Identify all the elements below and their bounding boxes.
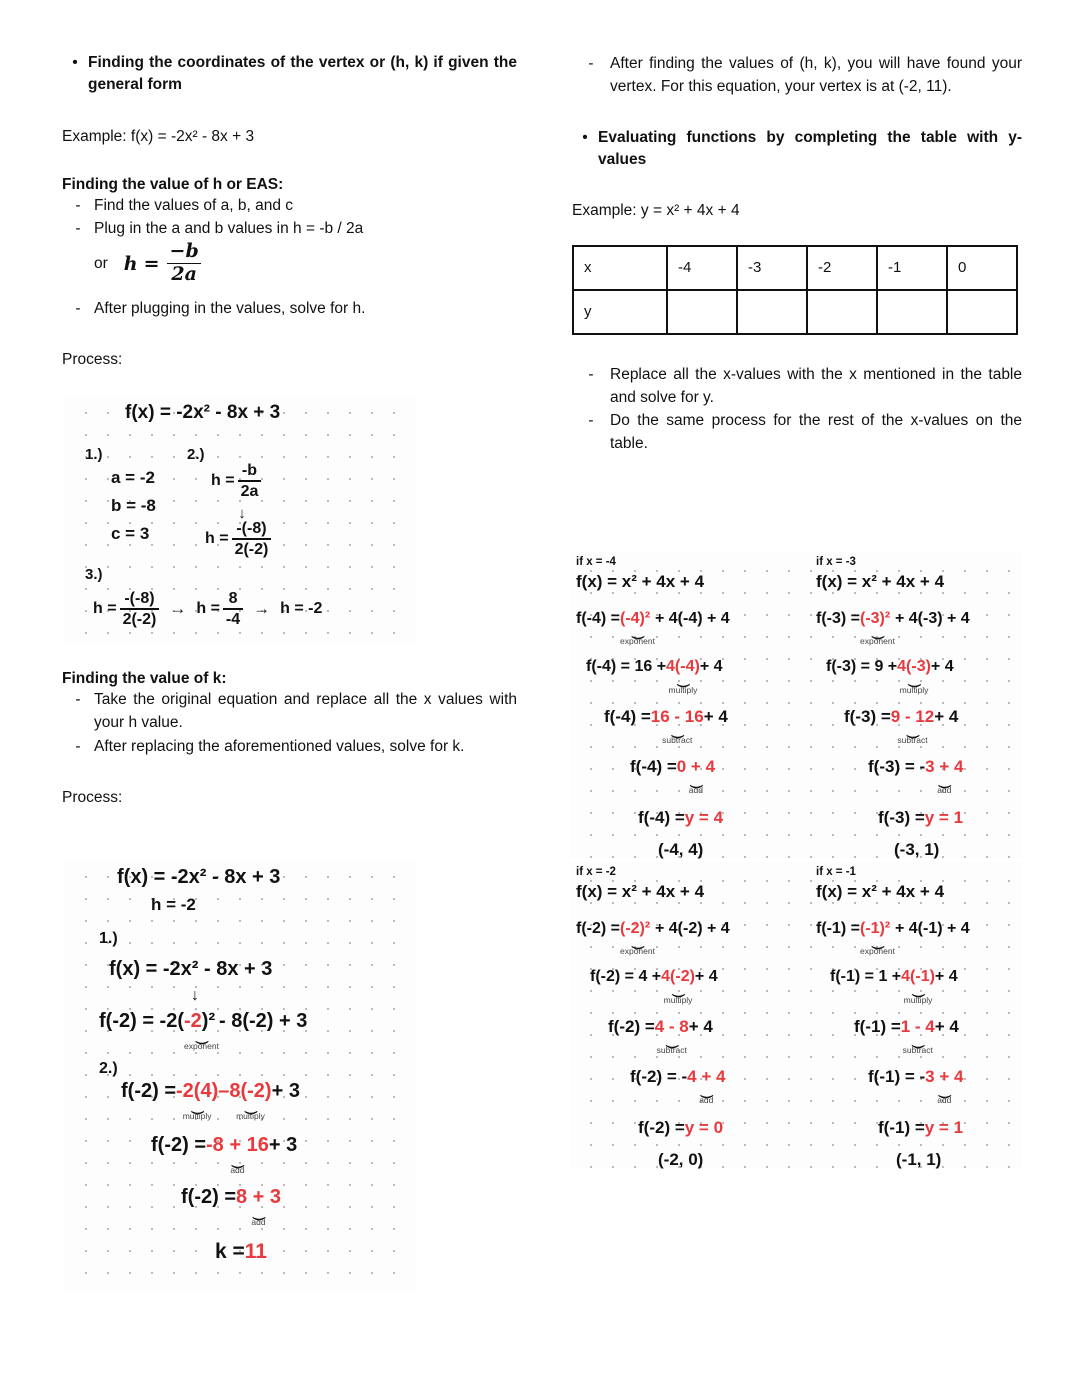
eval-l1-caption: exponent xyxy=(620,946,655,957)
eval-base-equation: f(x) = x² + 4x + 4 xyxy=(816,572,945,591)
k-line4-caption: add xyxy=(230,1165,245,1176)
eval-l4-prefix: f(-4) = xyxy=(630,757,677,777)
h-steps-list-2 xyxy=(62,297,517,320)
h-step1-label: 1.) xyxy=(85,446,103,463)
eval-l5-red: y = 4 xyxy=(684,807,724,827)
k-line-1: f(x) = -2x² - 8x + 3 xyxy=(109,958,273,980)
eval-l4-group xyxy=(677,757,715,795)
eval-line-2 xyxy=(826,658,1036,694)
eval-l3-prefix: f(-1) = xyxy=(854,1016,901,1036)
eval-l4-red: 0 + 4 xyxy=(676,757,716,777)
list-item xyxy=(62,688,517,735)
eval-l2-caption: multiply xyxy=(899,684,929,695)
eval-l4-prefix: f(-2) = - xyxy=(630,1067,688,1087)
k-line4-red: -8 + 16 xyxy=(206,1134,269,1156)
h-chain-mid: h = xyxy=(196,600,220,618)
eval-l2-group xyxy=(666,658,700,694)
bullet-icon: • xyxy=(72,54,78,71)
eval-l2-red: 4(-3) xyxy=(897,658,931,676)
eval-l2-caption: multiply xyxy=(668,684,698,695)
h-chain-frac2-num: 8 xyxy=(228,590,238,607)
h-work-equation: f(x) = -2x² - 8x + 3 xyxy=(125,402,281,423)
h-chain-frac2 xyxy=(223,590,243,629)
h-eq-label: h = xyxy=(211,472,235,490)
eval-line-3 xyxy=(608,1017,804,1055)
eval-l4-prefix: f(-1) = - xyxy=(868,1067,926,1087)
brace-icon: ⏝ xyxy=(666,1032,678,1048)
k-line4-prefix: f(-2) = xyxy=(151,1134,206,1156)
h-step-2: Plug in the a and b values in h = -b / 2a xyxy=(94,220,364,238)
eval-l5-prefix: f(-1) = xyxy=(878,1117,925,1137)
eval-pair: (-1, 1) xyxy=(896,1149,942,1169)
table-y-cell[interactable] xyxy=(807,290,877,334)
eval-l3-prefix: f(-3) = xyxy=(844,706,891,726)
eval-line-5 xyxy=(878,1118,1036,1138)
k-line5-red: 8 + 3 xyxy=(236,1186,282,1208)
eval-line-3 xyxy=(854,1017,1036,1055)
eval-l1-group xyxy=(860,920,895,956)
k-line3-mult-group-1 xyxy=(176,1080,218,1121)
h-frac2-num: -(-8) xyxy=(236,520,267,537)
vertex-heading-text: Finding the coordinates of the vertex or (h, k) if given the general form xyxy=(88,54,517,94)
eval-l3-prefix: f(-4) = xyxy=(604,706,651,726)
eval-line-1 xyxy=(576,610,804,646)
eval-block-x-minus-4 xyxy=(576,556,804,860)
eval-l1-group xyxy=(620,610,655,646)
h-formula-eq: = xyxy=(143,252,160,275)
h-chain-frac2-den: -4 xyxy=(223,608,243,628)
eval-l2-prefix: f(-1) = 1 + xyxy=(830,968,902,986)
h-frac2-den: 2(-2) xyxy=(232,538,272,558)
evaluating-heading-text: Evaluating functions by completing the table with y-values xyxy=(598,128,1022,168)
table-y-cell[interactable] xyxy=(877,290,947,334)
eval-line-4 xyxy=(868,757,1036,795)
eval-line-2 xyxy=(830,968,1036,1004)
brace-icon: ⏝ xyxy=(871,624,884,639)
eval-line-3 xyxy=(604,707,804,745)
eval-l3-group xyxy=(891,707,934,745)
eval-l4-caption: add xyxy=(699,1095,714,1106)
brace-icon: ⏝ xyxy=(631,934,644,949)
eval-base-equation: f(x) = x² + 4x + 4 xyxy=(816,882,945,901)
brace-icon: ⏝ xyxy=(871,934,884,949)
brace-icon: ⏝ xyxy=(938,1083,951,1099)
eval-l5-prefix: f(-3) = xyxy=(878,807,925,827)
h-formula-substitution xyxy=(211,462,261,501)
h-chain-frac1-num: -(-8) xyxy=(124,590,155,607)
eval-block-x-minus-3 xyxy=(816,556,1036,860)
h-steps-list xyxy=(62,194,517,241)
h-value-b: b = -8 xyxy=(111,496,156,515)
table-x-cell: -4 xyxy=(667,246,737,290)
h-eq-label-2: h = xyxy=(205,530,229,548)
eval-l1-caption: exponent xyxy=(860,946,895,957)
dash-icon: - xyxy=(75,737,81,755)
k-line3-prefix: f(-2) = xyxy=(121,1080,176,1102)
k-result-value: 11 xyxy=(244,1240,267,1263)
eval-block-label: if x = -1 xyxy=(816,866,856,878)
brace-icon: ⏝ xyxy=(938,773,951,789)
k-step2-label: 2.) xyxy=(99,1060,118,1077)
table-y-cell[interactable] xyxy=(737,290,807,334)
eval-l1-prefix: f(-4) = xyxy=(576,610,620,627)
k-line2-caption: exponent xyxy=(184,1041,219,1052)
vertex-heading xyxy=(62,52,517,97)
dash-icon: - xyxy=(588,365,594,383)
h-eq-label-3: h = xyxy=(93,600,117,618)
eval-l2-suffix: + 4 xyxy=(934,968,958,986)
instruction-2: Do the same process for the rest of the x-values on the table. xyxy=(610,412,1022,453)
brace-icon: ⏝ xyxy=(252,1205,265,1220)
k-work-equation: f(x) = -2x² - 8x + 3 xyxy=(117,866,281,888)
h-frac1-num: -b xyxy=(241,462,258,479)
brace-icon: ⏝ xyxy=(631,624,644,639)
k-line-2 xyxy=(99,1010,307,1051)
xy-table xyxy=(572,245,1018,335)
left-column xyxy=(62,52,517,371)
eval-l1-red: (-3)² xyxy=(860,610,891,627)
right-arrow-icon: → xyxy=(169,599,187,619)
eval-l3-red: 16 - 16 xyxy=(650,706,704,726)
vertex-note-text: After finding the values of (h, k), you will have found your vertex. For this equation, your vertex is at (-2, 11). xyxy=(610,55,1022,96)
eval-l1-red: (-1)² xyxy=(860,920,891,937)
h-formula-denominator: 2a xyxy=(167,263,201,285)
eval-l1-suffix: + 4(-2) + 4 xyxy=(654,920,730,937)
brace-icon: ⏝ xyxy=(195,1029,208,1044)
brace-icon: ⏝ xyxy=(690,773,702,789)
eval-l1-prefix: f(-2) = xyxy=(576,920,620,937)
eval-l5-prefix: f(-4) = xyxy=(638,807,685,827)
brace-icon: ⏝ xyxy=(191,1099,203,1114)
brace-icon: ⏝ xyxy=(231,1153,244,1168)
k-steps-list xyxy=(62,688,517,758)
table-row xyxy=(573,246,1017,290)
eval-l3-group xyxy=(901,1017,935,1055)
eval-block-label: if x = -3 xyxy=(816,556,856,568)
eval-l5-prefix: f(-2) = xyxy=(638,1117,685,1137)
dash-icon: - xyxy=(75,299,81,317)
eval-l2-suffix: + 4 xyxy=(930,658,954,676)
eval-l3-caption: subtract xyxy=(902,1044,933,1055)
k-work-panel xyxy=(65,858,415,1290)
h-chain-frac1 xyxy=(120,590,160,629)
k-line2-prefix: f(-2) = -2( xyxy=(99,1010,184,1032)
eval-line-4 xyxy=(630,757,804,795)
k-section xyxy=(62,670,517,809)
eval-line-1 xyxy=(816,610,1036,646)
table-x-cell: -2 xyxy=(807,246,877,290)
eval-l2-suffix: + 4 xyxy=(699,658,723,676)
eval-l3-group xyxy=(655,1017,689,1055)
h-value-c: c = 3 xyxy=(111,524,150,543)
k-line3-mult-group-2 xyxy=(229,1080,271,1121)
list-item xyxy=(62,217,517,240)
eval-l5-red: y = 1 xyxy=(924,1117,964,1137)
k-line5-add-group xyxy=(236,1186,281,1227)
h-frac2 xyxy=(232,520,272,559)
h-fraction-numeric xyxy=(205,520,271,559)
k-line-4 xyxy=(151,1134,297,1175)
list-item xyxy=(62,297,517,320)
dash-icon: - xyxy=(75,691,81,708)
eval-l2-red: 4(-1) xyxy=(901,968,935,986)
eval-l1-suffix: + 4(-3) + 4 xyxy=(894,610,970,627)
k-section-title: Finding the value of k: xyxy=(62,670,227,687)
eval-l3-red: 1 - 4 xyxy=(900,1016,935,1036)
eval-l1-suffix: + 4(-4) + 4 xyxy=(654,610,730,627)
eval-line-4 xyxy=(630,1067,804,1105)
eval-l3-caption: subtract xyxy=(662,734,693,745)
h-frac1-den: 2a xyxy=(238,480,262,500)
bullet-icon: • xyxy=(582,128,588,146)
brace-icon: ⏝ xyxy=(912,982,924,998)
eval-base-equation: f(x) = x² + 4x + 4 xyxy=(576,882,705,901)
eval-l4-group xyxy=(925,757,963,795)
brace-icon: ⏝ xyxy=(244,1099,257,1114)
k-line2-pow: )² xyxy=(201,1010,216,1032)
table-x-cell: 0 xyxy=(947,246,1017,290)
brace-icon: ⏝ xyxy=(912,1032,924,1048)
eval-l2-prefix: f(-4) = 16 + xyxy=(586,658,667,676)
k-line4-suffix: + 3 xyxy=(268,1134,298,1156)
k-line5-prefix: f(-2) = xyxy=(181,1186,236,1208)
h-value-a: a = -2 xyxy=(111,468,155,487)
eval-l1-suffix: + 4(-1) + 4 xyxy=(894,920,970,937)
eval-l1-group xyxy=(620,920,655,956)
eval-l2-prefix: f(-2) = 4 + xyxy=(590,968,662,986)
list-item xyxy=(572,363,1022,410)
table-y-cell[interactable] xyxy=(947,290,1017,334)
h-chain-frac1-den: 2(-2) xyxy=(120,608,160,628)
h-section-title: Finding the value of h or EAS: xyxy=(62,176,284,194)
eval-line-5 xyxy=(638,808,804,828)
eval-l1-prefix: f(-3) = xyxy=(816,610,860,627)
eval-line-2 xyxy=(586,658,804,694)
eval-panel-bottom xyxy=(570,862,1022,1168)
eval-l4-caption: add xyxy=(937,785,952,796)
k-line4-add-group xyxy=(206,1134,269,1175)
k-line2-exponent-group xyxy=(184,1010,219,1051)
eval-l2-caption: multiply xyxy=(903,994,933,1005)
eval-block-x-minus-2 xyxy=(576,866,804,1170)
dash-icon: - xyxy=(75,197,81,215)
h-final-chain xyxy=(93,590,322,629)
k-line3-minus: – xyxy=(218,1080,230,1102)
eval-line-5 xyxy=(878,808,1036,828)
brace-icon: ⏝ xyxy=(908,672,920,688)
k-line3-caption-1: multiply xyxy=(182,1111,212,1122)
eval-l5-red: y = 1 xyxy=(924,807,964,827)
k-line5-caption: add xyxy=(251,1217,266,1228)
k-final-result xyxy=(215,1240,267,1264)
eval-l2-caption: multiply xyxy=(663,994,693,1005)
k-h-value: h = -2 xyxy=(151,895,196,914)
eval-l1-group xyxy=(860,610,895,646)
h-formula-fraction xyxy=(166,242,203,285)
h-fraction-symbolic xyxy=(238,462,262,501)
eval-l3-red: 9 - 12 xyxy=(890,706,935,726)
eval-pair: (-4, 4) xyxy=(658,839,704,859)
k-result-label: k = xyxy=(215,1240,245,1263)
h-step-3: After plugging in the values, solve for h. xyxy=(94,299,366,317)
eval-line-1 xyxy=(576,920,804,956)
eval-pair: (-3, 1) xyxy=(894,839,940,859)
eval-l3-caption: subtract xyxy=(897,734,928,745)
eval-line-3 xyxy=(844,707,1036,745)
h-work-panel xyxy=(65,394,415,644)
process-label-h: Process: xyxy=(62,350,123,368)
left-example: Example: f(x) = -2x² - 8x + 3 xyxy=(62,127,255,145)
eval-block-label: if x = -2 xyxy=(576,866,616,878)
k-line-3 xyxy=(121,1080,300,1121)
h-final-result: h = -2 xyxy=(280,600,323,618)
table-row xyxy=(573,290,1017,334)
k-line3-caption-2: multiply xyxy=(236,1111,265,1122)
table-y-label: y xyxy=(573,290,667,334)
eval-l1-caption: exponent xyxy=(860,636,895,647)
eval-l4-caption: add xyxy=(937,1095,952,1106)
evaluating-heading xyxy=(572,127,1022,172)
eval-line-2 xyxy=(590,968,804,1004)
k-step1-label: 1.) xyxy=(99,930,118,947)
eval-l1-red: (-2)² xyxy=(620,920,651,937)
eval-l3-group xyxy=(651,707,704,745)
h-formula-row xyxy=(62,241,517,287)
right-arrow-icon-2: → xyxy=(253,599,271,619)
k-line-5 xyxy=(181,1186,281,1227)
brace-icon: ⏝ xyxy=(700,1083,713,1099)
eval-l3-red: 4 - 8 xyxy=(654,1016,689,1036)
process-label-k: Process: xyxy=(62,788,123,806)
table-y-cell[interactable] xyxy=(667,290,737,334)
h-step2-label: 2.) xyxy=(187,446,205,463)
eval-l4-red: 3 + 4 xyxy=(925,757,964,777)
eval-panel-top xyxy=(570,552,1022,858)
eval-block-label: if x = -4 xyxy=(576,556,616,568)
eval-base-equation: f(x) = x² + 4x + 4 xyxy=(576,572,705,591)
eval-l3-suffix: + 4 xyxy=(934,706,959,726)
eval-line-1 xyxy=(816,920,1036,956)
k-line2-red: -2 xyxy=(184,1010,202,1032)
eval-pair: (-2, 0) xyxy=(658,1149,704,1169)
eval-l2-suffix: + 4 xyxy=(694,968,718,986)
eval-l4-red: 3 + 4 xyxy=(925,1067,964,1087)
h-formula xyxy=(124,242,203,285)
down-arrow-icon: ↓ xyxy=(238,505,246,522)
dash-icon: - xyxy=(588,55,594,72)
k-line3-red-2: 8(-2) xyxy=(229,1080,272,1102)
eval-l4-red: 4 + 4 xyxy=(687,1067,726,1087)
eval-l5-red: y = 0 xyxy=(684,1117,724,1137)
eval-l3-suffix: + 4 xyxy=(688,1016,713,1036)
k-step-1: Take the original equation and replace all the x values with your h value. xyxy=(94,691,517,732)
eval-l2-prefix: f(-3) = 9 + xyxy=(826,658,898,676)
eval-l3-prefix: f(-2) = xyxy=(608,1016,655,1036)
k-line3-red-1: -2(4) xyxy=(176,1080,219,1102)
eval-block-x-minus-1 xyxy=(816,866,1036,1170)
eval-l2-red: 4(-2) xyxy=(661,968,695,986)
instruction-1: Replace all the x-values with the x mentioned in the table and solve for y. xyxy=(610,365,1022,406)
list-item xyxy=(572,409,1022,456)
table-x-label: x xyxy=(573,246,667,290)
eval-l4-group xyxy=(687,1067,725,1105)
brace-icon: ⏝ xyxy=(677,672,689,688)
list-item xyxy=(62,735,517,758)
table-x-cell: -3 xyxy=(737,246,807,290)
evaluating-instructions xyxy=(572,363,1022,456)
eval-l1-red: (-4)² xyxy=(620,610,651,627)
eval-l2-red: 4(-4) xyxy=(666,658,700,676)
h-formula-numerator: −b xyxy=(169,240,199,263)
k-line2-suffix: - 8(-2) + 3 xyxy=(218,1010,308,1032)
brace-icon: ⏝ xyxy=(906,722,919,738)
h-step3-label: 3.) xyxy=(85,566,103,583)
eval-l2-group xyxy=(661,968,695,1004)
dash-icon: - xyxy=(75,220,81,238)
k-line3-suffix: + 3 xyxy=(271,1080,300,1102)
k-step-2: After replacing the aforementioned values, solve for k. xyxy=(94,737,465,755)
eval-l3-suffix: + 4 xyxy=(703,706,728,726)
or-label: or xyxy=(94,254,108,272)
eval-l4-prefix: f(-3) = - xyxy=(868,757,926,777)
dash-icon: - xyxy=(588,412,594,430)
eval-line-5 xyxy=(638,1118,804,1138)
down-arrow-icon: ↓ xyxy=(191,987,199,1004)
table-x-cell: -1 xyxy=(877,246,947,290)
eval-l3-caption: subtract xyxy=(656,1044,687,1055)
brace-icon: ⏝ xyxy=(671,722,683,738)
list-item xyxy=(62,194,517,217)
right-column xyxy=(572,52,1022,456)
eval-l2-group xyxy=(897,658,931,694)
eval-l4-caption: add xyxy=(688,785,703,796)
eval-line-4 xyxy=(868,1067,1036,1105)
eval-l3-suffix: + 4 xyxy=(934,1016,959,1036)
right-example: Example: y = x² + 4x + 4 xyxy=(572,202,740,220)
h-formula-h: h xyxy=(123,252,138,275)
eval-l1-prefix: f(-1) = xyxy=(816,920,860,937)
eval-l1-caption: exponent xyxy=(620,636,655,647)
vertex-note xyxy=(572,52,1022,99)
eval-l4-group xyxy=(925,1067,963,1105)
eval-l2-group xyxy=(901,968,935,1004)
brace-icon: ⏝ xyxy=(672,982,684,998)
h-step-1: Find the values of a, b, and c xyxy=(94,197,294,215)
